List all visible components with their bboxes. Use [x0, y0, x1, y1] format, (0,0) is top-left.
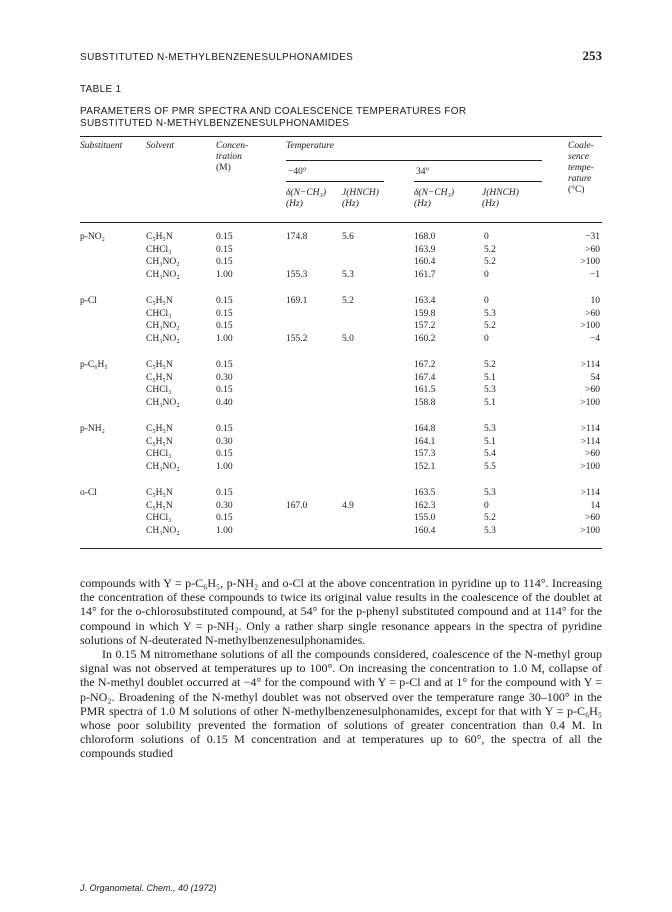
- body-text: [80, 576, 602, 761]
- substituent-cell: p-C₆H₅: [80, 360, 108, 370]
- d-high-cell: 163.9: [414, 244, 436, 255]
- coal-cell: >114: [580, 488, 600, 498]
- coal-cell: >114: [580, 436, 600, 447]
- substituent-cell: p-NH₂: [80, 424, 105, 434]
- j-high-cell: 5.1: [484, 397, 496, 408]
- header-concentration-line: Concen-: [216, 141, 249, 151]
- d-high-cell: 161.5: [414, 385, 436, 396]
- d-high-cell: 157.3: [414, 449, 436, 460]
- solvent-cell: C₅H₅N: [146, 372, 173, 383]
- j-high-cell: 5.2: [484, 513, 496, 524]
- header-j-low-label: J(HNCH): [342, 188, 379, 198]
- conc-cell: 0.15: [216, 308, 233, 319]
- coal-cell: >60: [585, 385, 600, 396]
- header-j-low-unit: (Hz): [342, 199, 359, 209]
- j-high-cell: 5.2: [484, 257, 496, 268]
- coal-cell: >60: [585, 513, 600, 524]
- solvent-cell: CH₃NO₂: [146, 397, 180, 408]
- solvent-cell: CH₃NO₂: [146, 321, 180, 332]
- j-high-cell: 5.3: [484, 525, 496, 536]
- table-caption: [80, 106, 560, 130]
- d-high-cell: 152.1: [414, 461, 436, 472]
- conc-cell: 0.15: [216, 488, 233, 498]
- conc-cell: 0.40: [216, 397, 233, 408]
- conc-cell: 0.15: [216, 296, 233, 306]
- header-temp-high: 34°: [416, 167, 430, 177]
- solvent-cell: CH₃NO₂: [146, 333, 180, 344]
- temp-high-span-rule: [414, 181, 542, 182]
- j-high-cell: 0: [484, 232, 489, 242]
- header-coalescence-line: sence: [568, 152, 590, 162]
- coal-cell: 14: [590, 500, 600, 511]
- conc-cell: 0.30: [216, 436, 233, 447]
- coal-cell: −1: [589, 269, 600, 280]
- d-high-cell: 157.2: [414, 321, 436, 332]
- coal-cell: >114: [580, 424, 600, 434]
- d-low-cell: 169.1: [286, 296, 308, 306]
- solvent-cell: CH₃NO₂: [146, 525, 180, 536]
- coal-cell: >100: [580, 461, 600, 472]
- substituent-cell: p-NO₂: [80, 232, 105, 242]
- j-high-cell: 5.3: [484, 424, 496, 434]
- header-solvent: Solvent: [146, 141, 174, 151]
- d-high-cell: 155.0: [414, 513, 436, 524]
- d-high-cell: 163.5: [414, 488, 436, 498]
- header-concentration: [216, 141, 248, 174]
- d-low-cell: 155.3: [286, 269, 308, 280]
- d-high-cell: 167.4: [414, 372, 436, 383]
- d-high-cell: 167.2: [414, 360, 436, 370]
- table-bottom-rule: [80, 548, 602, 549]
- j-low-cell: 4.9: [342, 500, 354, 511]
- solvent-cell: C₅H₅N: [146, 500, 173, 511]
- paragraph: compounds with Y = p-C₆H₅, p-NH₂ and o-Cl at the above concentration in pyridine up to 114°. Increasing the concentration of these compounds to twice its original value results in the coalescence of the doublet at 14° for the o-chlorosubstituted compound, at 54° for the p-phenyl substituted compound and at 114° for the compound in which Y = p-NH₂. Only a rather sharp single resonance appears in the spectra of pyridine solutions of N-deuterated N-methylbenzenesulphonamides.: [80, 576, 602, 647]
- table-top-rule: [80, 136, 602, 137]
- table-caption-line-2: SUBSTITUTED N-METHYLBENZENESULPHONAMIDES: [80, 118, 350, 129]
- coal-cell: >100: [580, 397, 600, 408]
- header-coalescence-line: rature: [568, 174, 592, 184]
- j-high-cell: 5.5: [484, 461, 496, 472]
- header-concentration-line: (M): [216, 163, 231, 173]
- d-low-cell: 167.0: [286, 500, 308, 511]
- header-delta-high: [414, 188, 454, 210]
- conc-cell: 0.15: [216, 232, 233, 242]
- substituent-cell: o-Cl: [80, 488, 97, 498]
- header-coalescence-line: tempe-: [568, 163, 594, 173]
- d-high-cell: 160.2: [414, 333, 436, 344]
- solvent-cell: C₅H₅N: [146, 360, 173, 370]
- j-high-cell: 5.2: [484, 244, 496, 255]
- coal-cell: >60: [585, 449, 600, 460]
- header-coalescence-line: Coale-: [568, 141, 594, 151]
- coal-cell: −4: [589, 333, 600, 344]
- j-high-cell: 5.2: [484, 360, 496, 370]
- running-title: SUBSTITUTED N-METHYLBENZENESULPHONAMIDES: [80, 52, 354, 63]
- conc-cell: 1.00: [216, 269, 233, 280]
- header-temp-low: −40°: [288, 167, 307, 177]
- temperature-span-rule: [286, 160, 542, 161]
- solvent-cell: CH₃NO₂: [146, 257, 180, 268]
- coal-cell: >114: [580, 360, 600, 370]
- coal-cell: −31: [585, 232, 600, 242]
- header-coalescence: [568, 141, 594, 196]
- j-high-cell: 0: [484, 500, 489, 511]
- journal-footer: J. Organometal. Chem., 40 (1972): [80, 883, 217, 893]
- d-high-cell: 160.4: [414, 525, 436, 536]
- j-high-cell: 5.2: [484, 321, 496, 332]
- conc-cell: 0.15: [216, 449, 233, 460]
- header-delta-low-unit: (Hz): [286, 199, 303, 209]
- header-j-high-label: J(HNCH): [482, 188, 519, 198]
- page-number: 253: [582, 48, 602, 63]
- d-high-cell: 159.8: [414, 308, 436, 319]
- solvent-cell: CHCl₃: [146, 244, 172, 255]
- solvent-cell: C₅H₅N: [146, 424, 173, 434]
- header-delta-low: [286, 188, 326, 210]
- conc-cell: 1.00: [216, 525, 233, 536]
- header-concentration-line: tration: [216, 152, 242, 162]
- coal-cell: >100: [580, 321, 600, 332]
- coal-cell: >60: [585, 308, 600, 319]
- coal-cell: >60: [585, 244, 600, 255]
- conc-cell: 0.15: [216, 257, 233, 268]
- running-head: [80, 48, 602, 64]
- coal-cell: >100: [580, 257, 600, 268]
- j-high-cell: 0: [484, 333, 489, 344]
- solvent-cell: CHCl₃: [146, 385, 172, 396]
- conc-cell: 0.15: [216, 385, 233, 396]
- solvent-cell: CH₃NO₂: [146, 269, 180, 280]
- j-low-cell: 5.6: [342, 232, 354, 242]
- header-substituent: Substituent: [80, 141, 123, 151]
- solvent-cell: C₅H₅N: [146, 436, 173, 447]
- solvent-cell: CHCl₃: [146, 308, 172, 319]
- j-high-cell: 5.1: [484, 372, 496, 383]
- d-high-cell: 162.3: [414, 500, 436, 511]
- d-high-cell: 160.4: [414, 257, 436, 268]
- header-j-high-unit: (Hz): [482, 199, 499, 209]
- solvent-cell: CH₃NO₂: [146, 461, 180, 472]
- j-low-cell: 5.2: [342, 296, 354, 306]
- substituent-cell: p-Cl: [80, 296, 97, 306]
- coal-cell: 10: [590, 296, 600, 306]
- j-high-cell: 5.1: [484, 436, 496, 447]
- j-high-cell: 5.3: [484, 488, 496, 498]
- header-j-high: [482, 188, 519, 210]
- conc-cell: 0.15: [216, 244, 233, 255]
- j-high-cell: 5.3: [484, 308, 496, 319]
- header-coalescence-line: (°C): [568, 185, 585, 195]
- header-delta-high-unit: (Hz): [414, 199, 431, 209]
- table-caption-line-1: PARAMETERS OF PMR SPECTRA AND COALESCENCE TEMPERATURES FOR: [80, 106, 467, 117]
- coal-cell: 54: [590, 372, 600, 383]
- d-high-cell: 164.1: [414, 436, 436, 447]
- d-high-cell: 158.8: [414, 397, 436, 408]
- header-temperature: Temperature: [286, 141, 334, 151]
- temp-low-span-rule: [286, 181, 384, 182]
- header-delta-low-label: δ(N−CH₃): [286, 188, 326, 198]
- j-low-cell: 5.3: [342, 269, 354, 280]
- d-low-cell: 155.2: [286, 333, 308, 344]
- d-high-cell: 163.4: [414, 296, 436, 306]
- table-label: TABLE 1: [80, 84, 122, 95]
- conc-cell: 0.15: [216, 360, 233, 370]
- solvent-cell: C₅H₅N: [146, 296, 173, 306]
- j-high-cell: 0: [484, 269, 489, 280]
- d-high-cell: 168.0: [414, 232, 436, 242]
- j-high-cell: 5.3: [484, 385, 496, 396]
- j-high-cell: 5.4: [484, 449, 496, 460]
- conc-cell: 1.00: [216, 333, 233, 344]
- conc-cell: 0.15: [216, 321, 233, 332]
- solvent-cell: C₅H₅N: [146, 488, 173, 498]
- j-high-cell: 0: [484, 296, 489, 306]
- conc-cell: 0.30: [216, 372, 233, 383]
- conc-cell: 1.00: [216, 461, 233, 472]
- j-low-cell: 5.0: [342, 333, 354, 344]
- table-header-rule: [80, 222, 602, 223]
- solvent-cell: C₅H₅N: [146, 232, 173, 242]
- d-high-cell: 161.7: [414, 269, 436, 280]
- solvent-cell: CHCl₃: [146, 513, 172, 524]
- d-high-cell: 164.8: [414, 424, 436, 434]
- conc-cell: 0.15: [216, 513, 233, 524]
- header-j-low: [342, 188, 379, 210]
- solvent-cell: CHCl₃: [146, 449, 172, 460]
- d-low-cell: 174.8: [286, 232, 308, 242]
- paragraph: In 0.15 M nitromethane solutions of all the compounds considered, coalescence of the N-methyl group signal was not observed at temperatures up to 100°. On increasing the concentration to 1.0 M, collapse of the N-methyl doublet occurred at −4° for the compound with Y = p-Cl and at 1° for the compound with Y = p-NO₂. Broadening of the N-methyl doublet was not observed over the temperature range 30–100° in the PMR spectra of 1.0 M solutions of other N-methylbenzenesulphonamides, except for that with Y = p-C₆H₅ whose poor solubility prevented the formation of solutions of greater concentration than 0.4 M. In chloroform solutions of 0.15 M concentration and at temperatures up to 60°, the spectra of all the compounds studied: [80, 647, 602, 761]
- header-delta-high-label: δ(N−CH₃): [414, 188, 454, 198]
- coal-cell: >100: [580, 525, 600, 536]
- conc-cell: 0.15: [216, 424, 233, 434]
- conc-cell: 0.30: [216, 500, 233, 511]
